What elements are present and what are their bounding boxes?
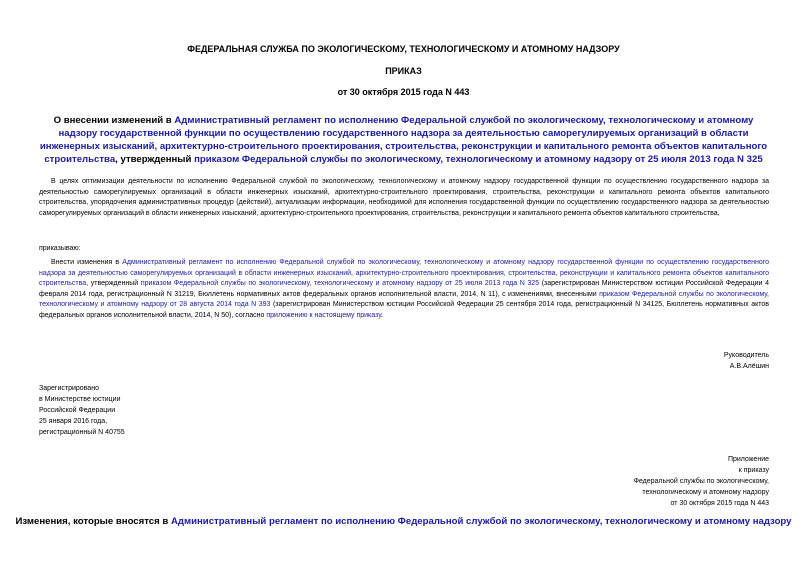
appendix-line: к приказу: [738, 467, 769, 474]
body-link-order-325[interactable]: приказом Федеральной службы по экологическому, технологическому и атомному надзору от 25 июля 2013 года N 325: [140, 280, 540, 287]
appendix-line: Приложение: [727, 456, 769, 463]
appendix-line: от 30 октября 2015 года N 443: [670, 500, 769, 507]
appendix-line: Федеральной службы по экологическому,: [633, 478, 769, 485]
agency-heading: ФЕДЕРАЛЬНАЯ СЛУЖБА ПО ЭКОЛОГИЧЕСКОМУ, ТЕХНОЛОГИЧЕСКОМУ И АТОМНОМУ НАДЗОРУ: [187, 44, 620, 54]
order-word: приказываю:: [39, 245, 81, 252]
body-text-3: (зарегистрирован Министерством юстиции Российской Федерации 4 февраля 2014 года, регистрационный N 31219, Бюллетень нормативных актов федеральных органов исполнительной власти, 2014, N 11), с изменениями, внесенными: [39, 280, 769, 298]
registration-line: в Министерстве юстиции: [39, 396, 121, 403]
registration-block: [39, 383, 125, 438]
preamble-paragraph: В целях оптимизации деятельности по исполнению Федеральной службой по экологическому, технологическому и атомному надзору государственной функции по осуществлению государственного надзора за деятельностью саморегулируемых организаций в области инженерных изысканий, архитектурно-строительного проектирования, строительства, реконструкции и капитального ремонта объектов капитального строительства, упорядочения административных процедур (действий), актуализации информации, необходимой для исполнения государственной функции по осуществлению государственного надзора за деятельностью саморегулируемых организаций в области инженерных изысканий, архитектурно-строительного проектирования, строительства, реконструкции и капитального ремонта объектов капитального строительства,: [39, 178, 769, 217]
registration-line: Российской Федерации: [39, 407, 116, 414]
changes-heading-link[interactable]: Административный регламент по исполнению Федеральной службой по экологическому, технологическому и атомному надзору: [170, 516, 792, 527]
registration-line: регистрационный N 40755: [39, 429, 125, 436]
body-text-1: Внести изменения в: [51, 259, 123, 266]
appendix-line: технологическому и атомному надзору: [642, 489, 769, 496]
document-title: [36, 114, 771, 166]
signature-name: А.В.Алёшин: [729, 363, 769, 370]
changes-heading: [0, 516, 807, 527]
title-prefix: О внесении изменений в: [53, 115, 175, 126]
body-text-2: , утвержденный: [86, 280, 141, 287]
body-link-appendix[interactable]: приложению к настоящему приказу: [266, 311, 382, 319]
title-link-regulation[interactable]: Административный регламент по исполнению Федеральной службой по экологическому, технологическому и атомному надзору государственной функции по осуществлению государственного надзора за деятельностью саморегулируемых организаций в области инженерных изысканий, архитектурно-строительного проектирования, строительства, реконструкции и капитального ремонта объектов капитального строительства: [39, 115, 768, 165]
changes-heading-prefix: Изменения, которые вносятся в: [15, 516, 171, 527]
date-number: от 30 октября 2015 года N 443: [337, 87, 470, 97]
title-link-order[interactable]: приказом Федеральной службы по экологическому, технологическому и атомному надзору от 25 июля 2013 года N 325: [194, 154, 763, 165]
registration-line: Зарегистрировано: [39, 385, 99, 392]
appendix-block: [634, 454, 769, 509]
body-paragraph: [39, 258, 769, 321]
registration-line: 25 января 2016 года,: [39, 418, 108, 425]
body-text-5: .: [381, 311, 383, 319]
title-middle: , утвержденный: [115, 154, 195, 165]
signature-role: Руководитель: [723, 352, 769, 359]
body-text-4: (зарегистрирован Министерством юстиции Российской Федерации 25 сентября 2014 года, регистрационный N 34125, Бюллетень нормативных актов федеральных органов исполнительной власти, 2014, N 50), согласно: [39, 301, 769, 319]
body-link-regulation[interactable]: Административный регламент по исполнению Федеральной службой по экологическому, технологическому и атомному надзору государственной функции по осуществлению государственного надзора за деятельностью саморегулируемых организаций в области инженерных изысканий, архитектурно-строительного проектирования, строительства, реконструкции и капитального ремонта объектов капитального строительства: [39, 259, 770, 287]
signature-block: [724, 350, 769, 372]
doc-type-heading: ПРИКАЗ: [385, 66, 422, 76]
body-link-order-393[interactable]: приказом Федеральной службы по экологическому, технологическому и атомному надзору от 28 августа 2014 года N 393: [39, 290, 769, 308]
